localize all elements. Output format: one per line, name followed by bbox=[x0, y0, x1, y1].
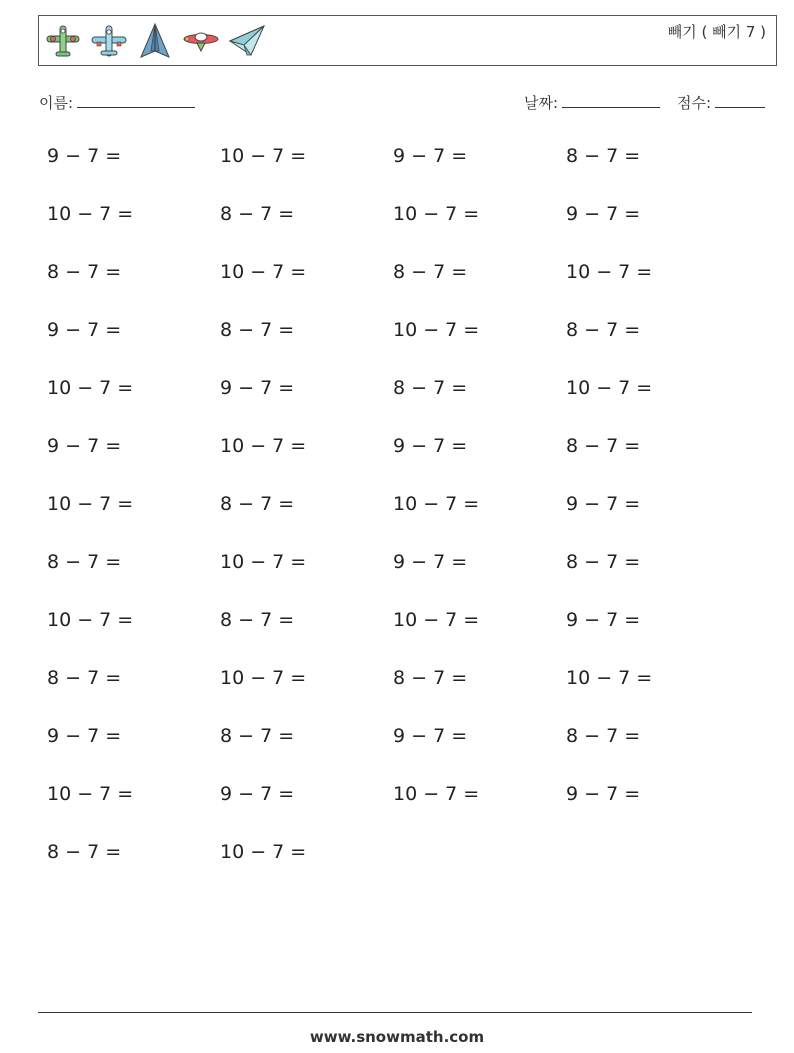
problem-item: 8 − 7 = bbox=[566, 551, 641, 573]
problem-item: 9 − 7 = bbox=[566, 609, 641, 631]
problem-item: 8 − 7 = bbox=[47, 551, 122, 573]
problem-item: 10 − 7 = bbox=[393, 493, 480, 515]
problem-item: 9 − 7 = bbox=[566, 203, 641, 225]
problem-item: 9 − 7 = bbox=[47, 145, 122, 167]
problem-item: 8 − 7 = bbox=[220, 725, 295, 747]
problem-item: 9 − 7 = bbox=[47, 319, 122, 341]
problem-item: 10 − 7 = bbox=[393, 319, 480, 341]
problem-item: 10 − 7 = bbox=[47, 203, 134, 225]
problem-item: 10 − 7 = bbox=[566, 377, 653, 399]
name-label: 이름: bbox=[39, 94, 74, 112]
problem-item: 8 − 7 = bbox=[393, 667, 468, 689]
problem-item: 10 − 7 = bbox=[220, 435, 307, 457]
score-field bbox=[677, 92, 765, 113]
problem-item: 9 − 7 = bbox=[393, 435, 468, 457]
problem-item: 10 − 7 = bbox=[393, 609, 480, 631]
name-field bbox=[39, 92, 195, 113]
icon-strip bbox=[43, 20, 267, 62]
date-blank bbox=[562, 93, 660, 108]
delta-jet-icon bbox=[135, 21, 175, 61]
problem-item: 8 − 7 = bbox=[566, 319, 641, 341]
score-label: 점수: bbox=[677, 94, 712, 112]
worksheet-title: 빼기 ( 빼기 7 ) bbox=[667, 23, 766, 41]
problem-item: 10 − 7 = bbox=[220, 145, 307, 167]
problem-item: 8 − 7 = bbox=[566, 435, 641, 457]
red-plane-icon bbox=[181, 21, 221, 61]
problem-item: 8 − 7 = bbox=[220, 609, 295, 631]
problem-item: 9 − 7 = bbox=[47, 435, 122, 457]
problem-item: 9 − 7 = bbox=[47, 725, 122, 747]
problem-item: 10 − 7 = bbox=[47, 493, 134, 515]
problem-item: 8 − 7 = bbox=[566, 145, 641, 167]
problem-item: 10 − 7 = bbox=[220, 551, 307, 573]
paper-plane-icon bbox=[227, 21, 267, 61]
problem-item: 10 − 7 = bbox=[220, 667, 307, 689]
problem-item: 9 − 7 = bbox=[566, 493, 641, 515]
problem-item: 9 − 7 = bbox=[566, 783, 641, 805]
problem-item: 8 − 7 = bbox=[220, 493, 295, 515]
footer-url: www.snowmath.com bbox=[309, 1028, 485, 1046]
problem-item: 8 − 7 = bbox=[220, 319, 295, 341]
problem-item: 8 − 7 = bbox=[47, 841, 122, 863]
problem-item: 8 − 7 = bbox=[220, 203, 295, 225]
problem-item: 10 − 7 = bbox=[566, 667, 653, 689]
problem-item: 10 − 7 = bbox=[47, 377, 134, 399]
problem-item: 9 − 7 = bbox=[220, 783, 295, 805]
problem-item: 9 − 7 = bbox=[220, 377, 295, 399]
problem-item: 9 − 7 = bbox=[393, 145, 468, 167]
propeller-plane-icon bbox=[43, 21, 83, 61]
problem-item: 8 − 7 = bbox=[393, 261, 468, 283]
problem-item: 10 − 7 = bbox=[393, 203, 480, 225]
date-field bbox=[524, 92, 660, 113]
jet-plane-icon bbox=[89, 21, 129, 61]
problem-item: 9 − 7 = bbox=[393, 725, 468, 747]
problem-item: 10 − 7 = bbox=[393, 783, 480, 805]
problem-item: 10 − 7 = bbox=[220, 261, 307, 283]
problem-item: 10 − 7 = bbox=[566, 261, 653, 283]
footer-divider bbox=[38, 1012, 752, 1013]
problem-item: 8 − 7 = bbox=[566, 725, 641, 747]
problem-item: 8 − 7 = bbox=[393, 377, 468, 399]
problem-item: 10 − 7 = bbox=[220, 841, 307, 863]
problem-item: 8 − 7 = bbox=[47, 261, 122, 283]
problem-item: 10 − 7 = bbox=[47, 609, 134, 631]
problem-item: 8 − 7 = bbox=[47, 667, 122, 689]
problem-item: 9 − 7 = bbox=[393, 551, 468, 573]
problem-item: 10 − 7 = bbox=[47, 783, 134, 805]
header-box bbox=[38, 15, 777, 66]
name-blank bbox=[77, 93, 195, 108]
score-blank bbox=[715, 93, 765, 108]
date-label: 날짜: bbox=[524, 94, 559, 112]
